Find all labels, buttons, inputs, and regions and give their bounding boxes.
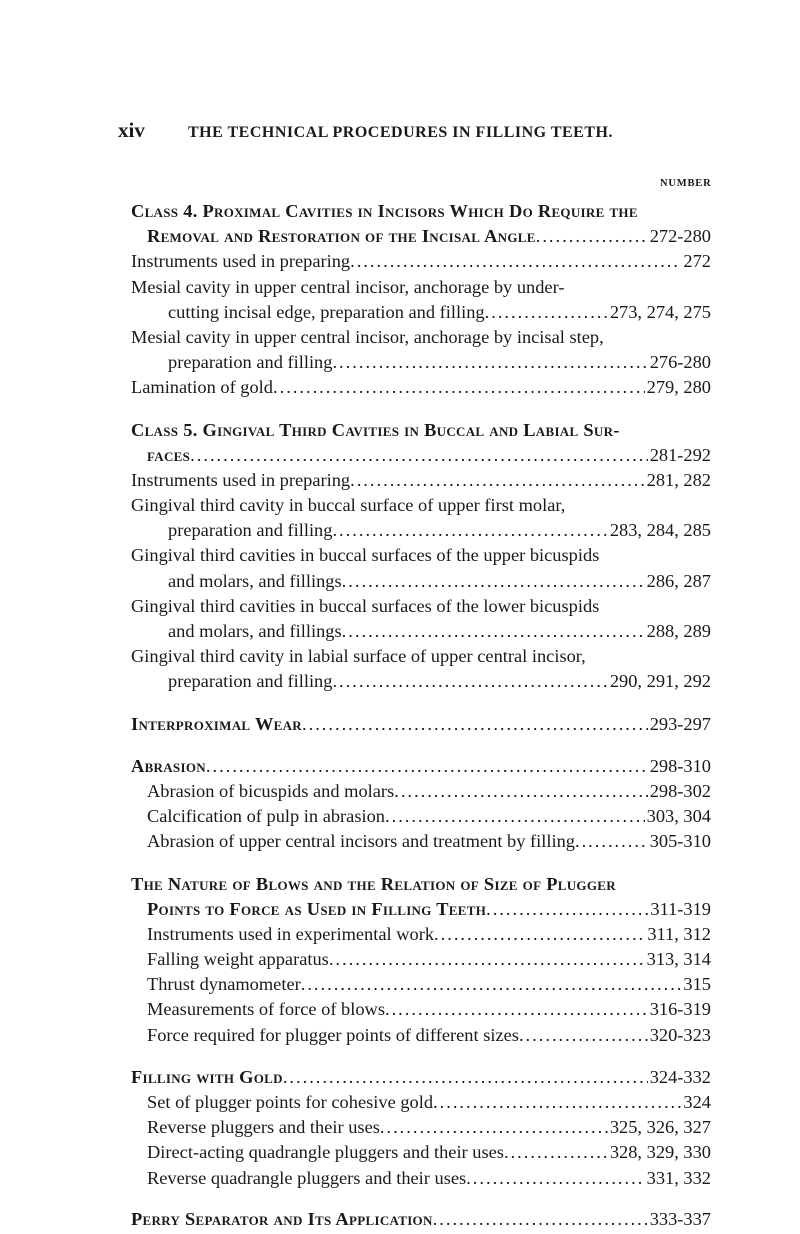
toc-line: cutting incisal edge, preparation and filling ..... 273, 274, 275	[131, 300, 711, 325]
toc-line: faces ..... 281-292	[131, 443, 711, 468]
toc-line: Gingival third cavity in labial surface of upper central incisor,	[131, 646, 586, 667]
table-of-contents	[131, 199, 711, 1232]
running-title: THE TECHNICAL PROCEDURES IN FILLING TEETH.	[188, 124, 613, 141]
toc-line: The Nature of Blows and the Relation of Size of Plugger	[131, 873, 616, 894]
toc-line: Gingival third cavities in buccal surfaces of the lower bicuspids	[131, 595, 600, 616]
toc-line: and molars, and fillings ..... 288, 289	[131, 619, 711, 644]
toc-line: Instruments used in preparing ..... 281, 282	[131, 468, 711, 493]
toc-line: and molars, and fillings ..... 286, 287	[131, 569, 711, 594]
toc-line: Class 5. Gingival Third Cavities in Buccal and Labial Sur-	[131, 419, 620, 440]
toc-line: Abrasion ..... 298-310	[131, 754, 711, 779]
toc-line: Instruments used in preparing ..... 272	[131, 249, 711, 274]
toc-line: Measurements of force of blows ..... 316-319	[131, 997, 711, 1022]
toc-line: Lamination of gold ..... 279, 280	[131, 375, 711, 400]
toc-line: preparation and filling ..... 276-280	[131, 350, 711, 375]
toc-line: Set of plugger points for cohesive gold ..... 324	[131, 1090, 711, 1115]
running-header	[118, 118, 718, 143]
toc-line: Reverse pluggers and their uses ..... 325, 326, 327	[131, 1115, 711, 1140]
toc-line: Gingival third cavities in buccal surfaces of the upper bicuspids	[131, 545, 600, 566]
toc-line: Calcification of pulp in abrasion ..... 303, 304	[131, 804, 711, 829]
toc-line: Mesial cavity in upper central incisor, anchorage by incisal step,	[131, 326, 604, 347]
toc-line: Points to Force as Used in Filling Teeth ..... 311-319	[131, 897, 711, 922]
toc-line: Interproximal Wear ..... 293-297	[131, 712, 711, 737]
toc-line: Force required for plugger points of different sizes ..... 320-323	[131, 1023, 711, 1048]
toc-line: preparation and filling ..... 290, 291, 292	[131, 669, 711, 694]
toc-line: Filling with Gold ..... 324-332	[131, 1065, 711, 1090]
toc-line: Abrasion of bicuspids and molars ..... 298-302	[131, 779, 711, 804]
toc-line: Perry Separator and Its Application ..... 333-337	[131, 1207, 711, 1232]
toc-line: Mesial cavity in upper central incisor, anchorage by under-	[131, 276, 565, 297]
toc-line: Class 4. Proximal Cavities in Incisors Which Do Require the	[131, 201, 638, 221]
column-heading: NUMBER	[660, 178, 712, 189]
toc-line: Falling weight apparatus ..... 313, 314	[131, 947, 711, 972]
page-number: xiv	[118, 118, 145, 142]
toc-line: Instruments used in experimental work ..... 311, 312	[131, 922, 711, 947]
toc-line: Abrasion of upper central incisors and treatment by filling ..... 305-310	[131, 829, 711, 854]
toc-line: Thrust dynamometer ..... 315	[131, 972, 711, 997]
toc-line: Reverse quadrangle pluggers and their uses ..... 331, 332	[131, 1166, 711, 1191]
toc-line: Gingival third cavity in buccal surface of upper first molar,	[131, 495, 566, 516]
toc-line: preparation and filling ..... 283, 284, 285	[131, 518, 711, 543]
toc-line: Removal and Restoration of the Incisal Angle ..... 272-280	[131, 224, 711, 249]
toc-line: Direct-acting quadrangle pluggers and their uses ..... 328, 329, 330	[131, 1140, 711, 1165]
